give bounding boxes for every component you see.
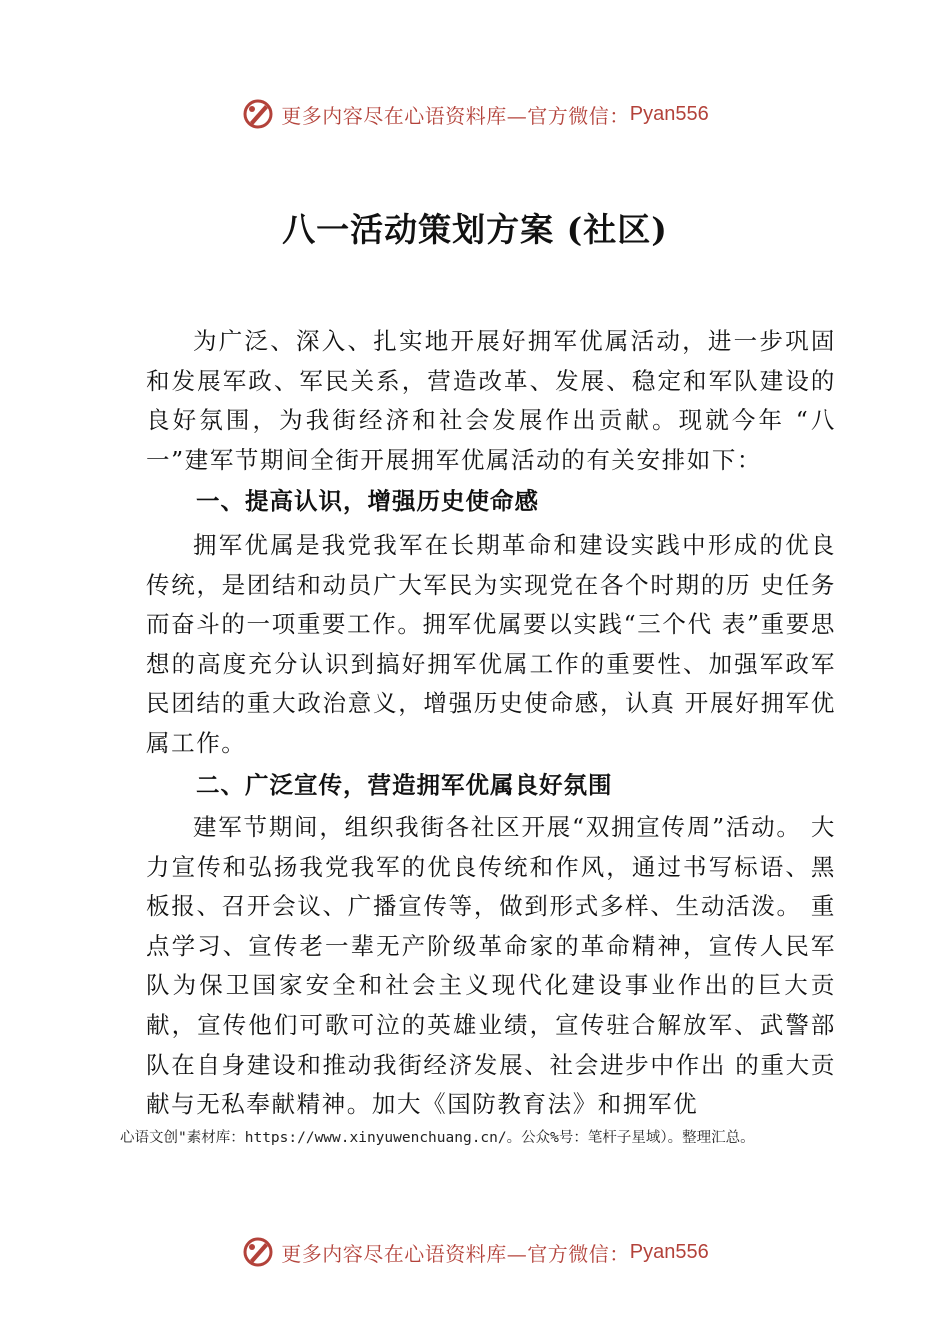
- banner-wechat-id: Pyan556: [629, 102, 709, 125]
- paragraph-intro: 为广泛、深入、扎实地开展好拥军优属活动，进一步巩固和发展军政、军民关系，营造改革、发展、稳定和军队建设的良好氛围，为我街经济和社会发展作出贡献。现就今年 “八一”建军节期间全街开展拥军优属活动的有关安排如下：: [146, 327, 836, 474]
- banner-text: 更多内容尽在心语资料库—官方微信：: [281, 1241, 630, 1266]
- banner-text: 更多内容尽在心语资料库—官方微信：: [281, 103, 630, 128]
- source-note: 心语文创"素材库：https://www.xinyuwenchuang.cn/。公众%号：笔杆子星域）。整理汇总。: [120, 1130, 755, 1146]
- section-heading-1: 一、提高认识，增强历史使命感: [196, 487, 539, 515]
- footer-banner: [0, 1232, 950, 1272]
- banner-wechat-id: Pyan556: [629, 1240, 709, 1263]
- brand-logo-icon: [241, 97, 275, 131]
- paragraph-section-1: 拥军优属是我党我军在长期革命和建设实践中形成的优良传统，是团结和动员广大军民为实现党在各个时期的历 史任务而奋斗的一项重要工作。拥军优属要以实践“三个代 表”重要思想的高度充分认识到搞好拥军优属工作的重要性、加强军政军民团结的重大政治意义，增强历史使命感，认真 开展好拥军优属工作。: [146, 531, 836, 757]
- section-heading-2: 二、广泛宣传，营造拥军优属良好氛围: [196, 771, 613, 799]
- document-title: 八一活动策划方案 (社区): [282, 210, 668, 249]
- header-banner: [0, 94, 950, 134]
- paragraph-section-2: 建军节期间，组织我街各社区开展“双拥宣传周”活动。 大力宣传和弘扬我党我军的优良传统和作风，通过书写标语、黑板报、召开会议、广播宣传等，做到形式多样、生动活泼。 重点学习、宣传老一辈无产阶级革命家的革命精神，宣传人民军队为保卫国家安全和社会主义现代化建设事业作出的巨大贡献，宣传他们可歌可泣的英雄业绩，宣传驻合解放军、武警部队在自身建设和推动我街经济发展、社会进步中作出 的重大贡献与无私奉献精神。加大《国防教育法》和拥军优: [146, 813, 836, 1119]
- brand-logo-icon: [241, 1235, 275, 1269]
